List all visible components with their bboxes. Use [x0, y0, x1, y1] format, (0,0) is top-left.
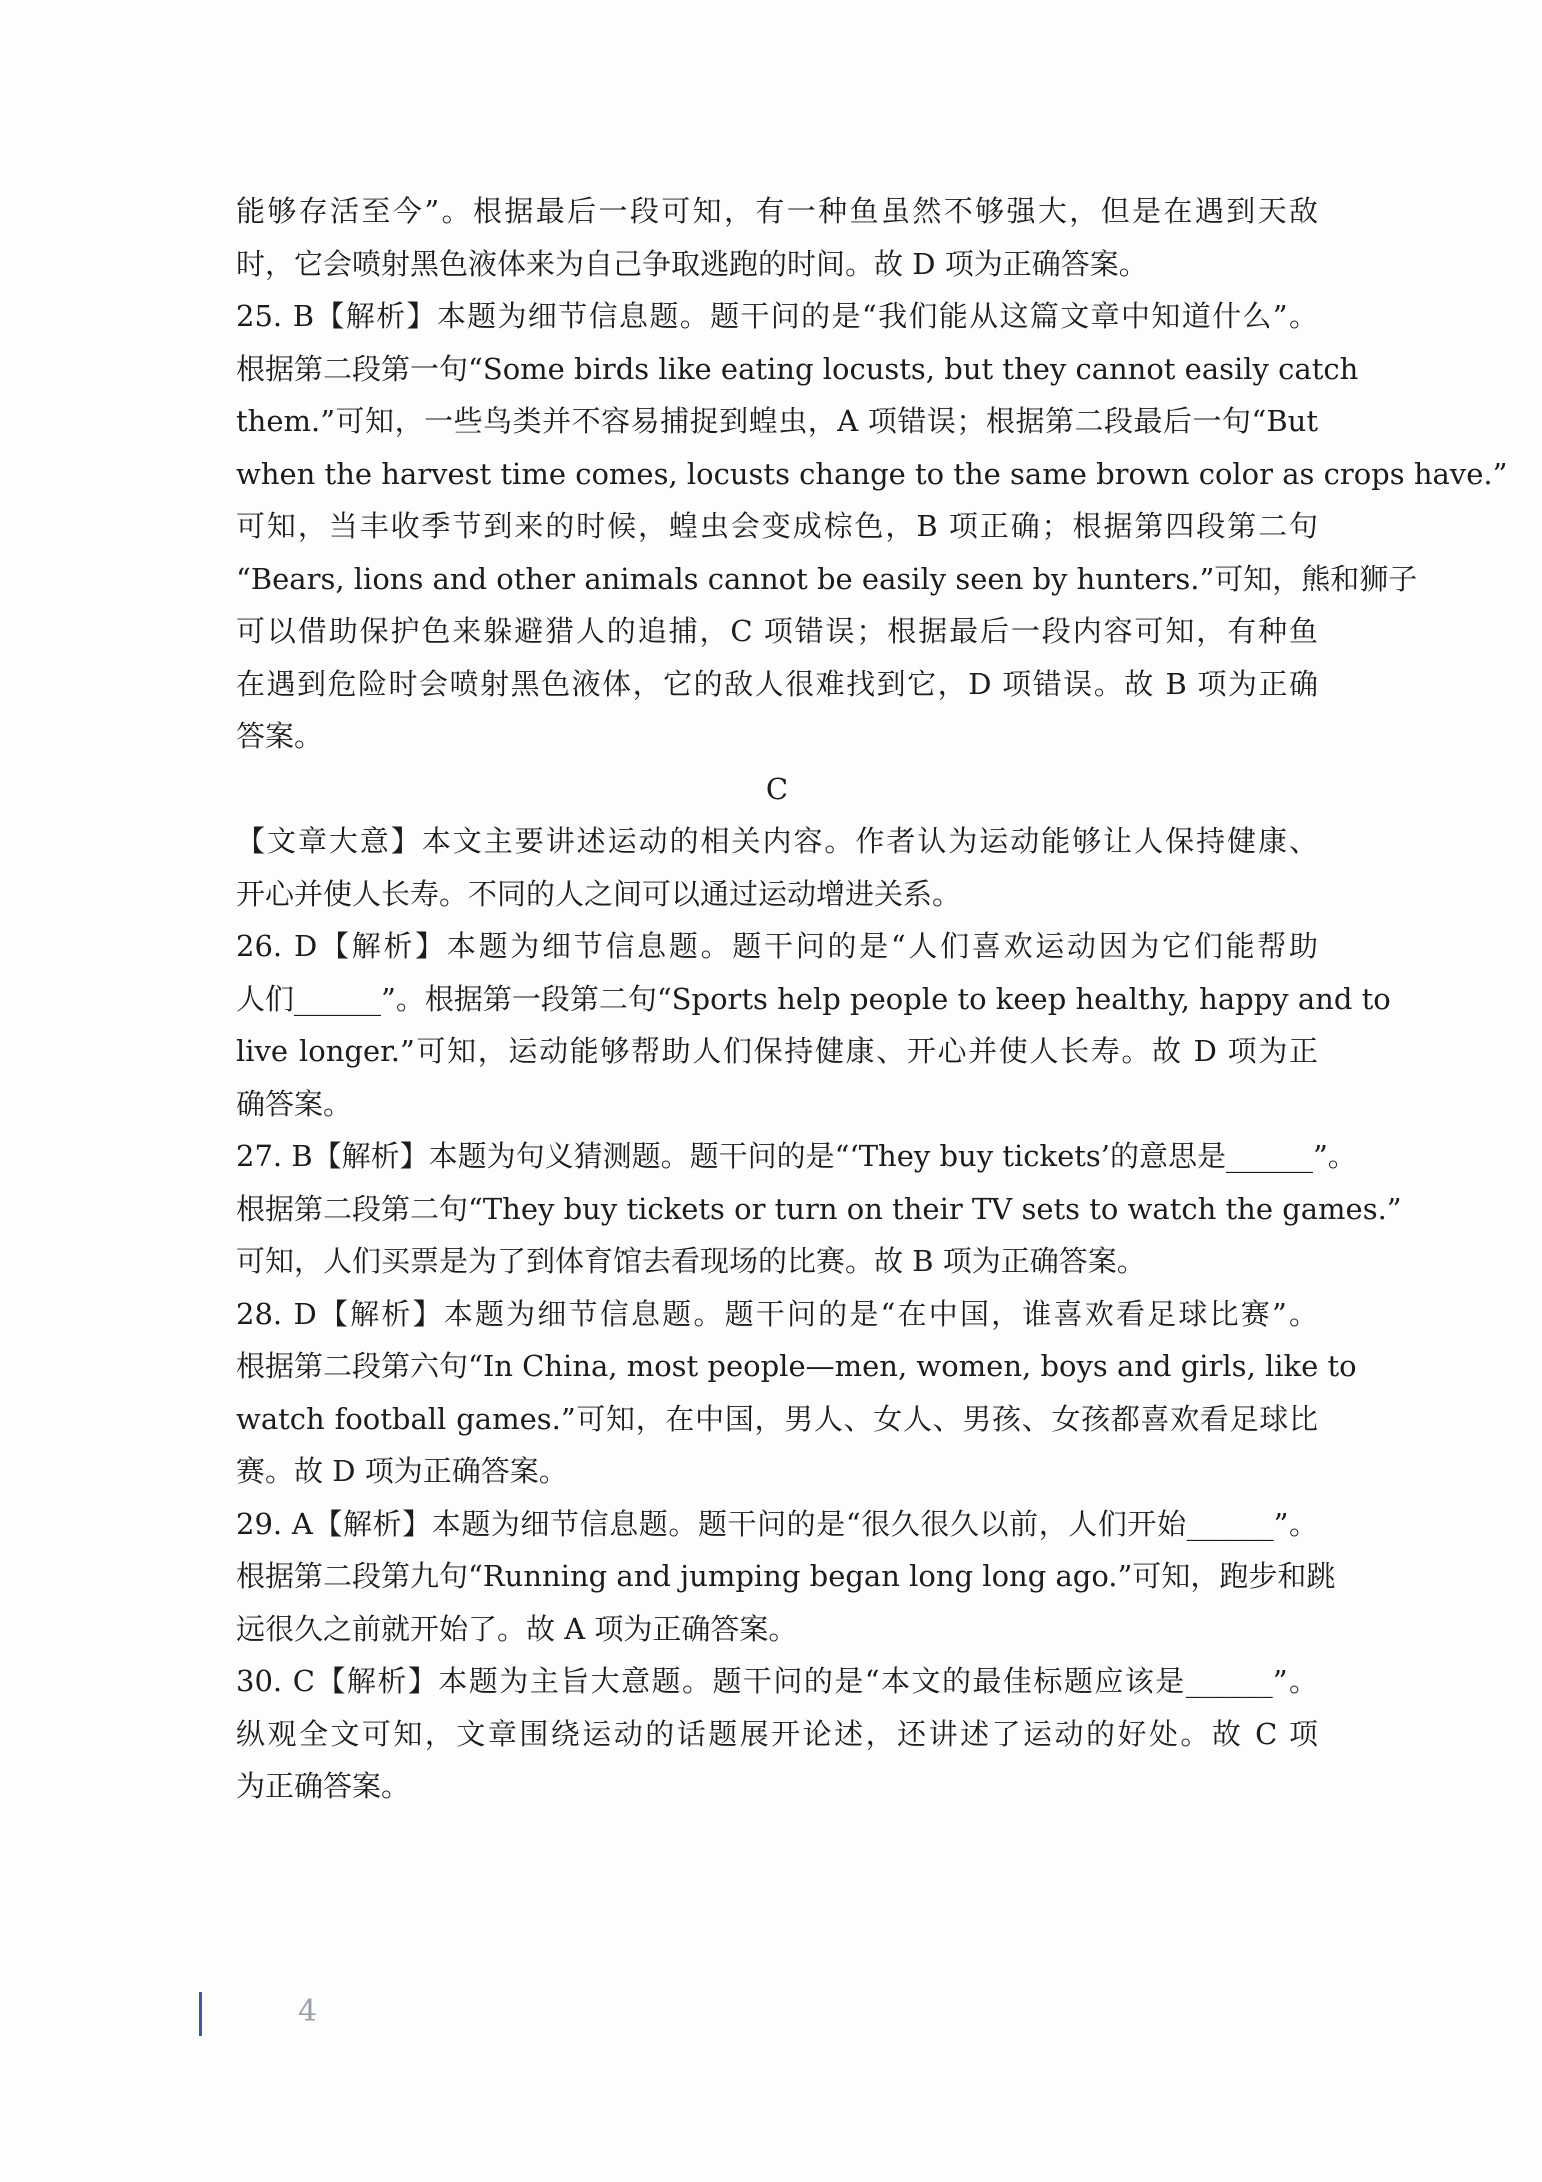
- text-line: 可知，当丰收季节到来的时候，蝗虫会变成棕色，B 项正确；根据第四段第二句: [236, 509, 1318, 543]
- question-29-explanation: 29. A【解析】本题为细节信息题。题干问的是“很久很久以前，人们开始______”。: [236, 1506, 1318, 1541]
- text-line: 答案。: [236, 719, 324, 753]
- question-28-explanation: 28. D【解析】本题为细节信息题。题干问的是“在中国，谁喜欢看足球比赛”。: [236, 1296, 1318, 1331]
- text-line: watch football games.”可知，在中国，男人、女人、男孩、女孩都喜欢看足球比: [236, 1401, 1318, 1436]
- page-number: 4: [298, 1994, 318, 2029]
- text-line: 根据第二段第一句“Some birds like eating locusts, but they cannot easily catch: [236, 351, 1359, 386]
- question-30-explanation: 30. C【解析】本题为主旨大意题。题干问的是“本文的最佳标题应该是______”。: [236, 1664, 1318, 1698]
- text-line: them.”可知，一些鸟类并不容易捕捉到蝗虫，A 项错误；根据第二段最后一句“But: [236, 404, 1318, 438]
- text-line: 时，它会喷射黑色液体来为自己争取逃跑的时间。故 D 项为正确答案。: [236, 246, 1148, 281]
- text-line: 根据第二段第六句“In China, most people—men, women, boys and girls, like to: [236, 1349, 1357, 1383]
- text-line: 根据第二段第九句“Running and jumping began long long ago.”可知，跑步和跳: [236, 1559, 1336, 1593]
- text-line: 为正确答案。: [236, 1769, 411, 1803]
- text-line: 开心并使人长寿。不同的人之间可以通过运动增进关系。: [236, 876, 962, 911]
- text-line: when the harvest time comes, locusts change to the same brown color as crops have.”: [236, 456, 1508, 491]
- text-line: live longer.”可知，运动能够帮助人们保持健康、开心并使人长寿。故 D 项为正: [236, 1034, 1318, 1068]
- section-heading-c: C: [765, 771, 789, 806]
- text-line: 可知，人们买票是为了到体育馆去看现场的比赛。故 B 项为正确答案。: [236, 1244, 1146, 1278]
- text-line: 可以借助保护色来躲避猎人的追捕，C 项错误；根据最后一段内容可知，有种鱼: [236, 614, 1318, 648]
- text-line: “Bears, lions and other animals cannot be easily seen by hunters.”可知，熊和狮子: [236, 561, 1418, 596]
- text-line: 能够存活至今”。根据最后一段可知，有一种鱼虽然不够强大，但是在遇到天敌: [236, 194, 1318, 228]
- text-line: 远很久之前就开始了。故 A 项为正确答案。: [236, 1611, 798, 1646]
- text-line: 纵观全文可知，文章围绕运动的话题展开论述，还讲述了运动的好处。故 C 项: [236, 1716, 1318, 1751]
- question-27-explanation: 27. B【解析】本题为句义猜测题。题干问的是“‘They buy tickets’的意思是______”。: [236, 1139, 1357, 1173]
- answer-explanation-text: [236, 185, 1508, 1813]
- text-line: 赛。故 D 项为正确答案。: [236, 1454, 568, 1488]
- text-line: 在遇到危险时会喷射黑色液体，它的敌人很难找到它，D 项错误。故 B 项为正确: [236, 666, 1318, 701]
- question-26-explanation: 26. D【解析】本题为细节信息题。题干问的是“人们喜欢运动因为它们能帮助: [236, 929, 1318, 963]
- text-line: 确答案。: [236, 1086, 353, 1121]
- text-line: 根据第二段第二句“They buy tickets or turn on their TV sets to watch the games.”: [236, 1191, 1402, 1226]
- article-summary: 【文章大意】本文主要讲述运动的相关内容。作者认为运动能够让人保持健康、: [236, 824, 1318, 858]
- question-25-explanation: 25. B【解析】本题为细节信息题。题干问的是“我们能从这篇文章中知道什么”。: [236, 299, 1318, 333]
- text-line: 人们______”。根据第一段第二句“Sports help people to keep healthy, happy and to: [236, 981, 1391, 1016]
- footer-divider-bar: [199, 1992, 202, 2036]
